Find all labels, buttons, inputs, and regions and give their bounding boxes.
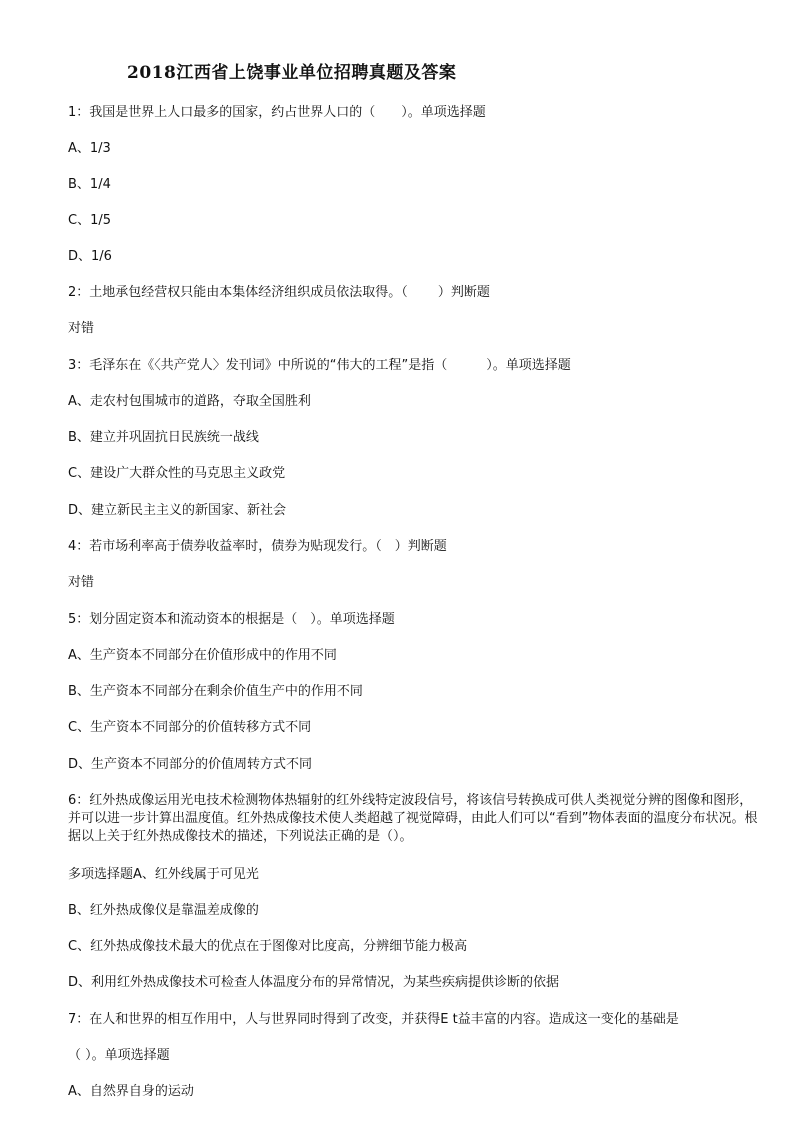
q7-stem-line2: （ ）。单项选择题	[68, 1048, 170, 1063]
q7-option-a: A、自然界自身的运动	[68, 1084, 194, 1099]
q5-option-d: D、生产资本不同部分的价值周转方式不同	[68, 757, 313, 772]
q3-option-a: A、走农村包围城市的道路，夺取全国胜利	[68, 394, 311, 409]
q1-option-b: B、1/4	[68, 177, 111, 192]
q3-stem: 3：毛泽东在《〈共产党人〉发刊词》中所说的“伟大的工程”是指（ ）。单项选择题	[68, 358, 571, 373]
q3-option-c: C、建设广大群众性的马克思主义政党	[68, 466, 286, 481]
q6-option-c: C、红外热成像技术最大的优点在于图像对比度高，分辨细节能力极高	[68, 939, 468, 954]
q6-option-a: 多项选择题A、红外线属于可见光	[68, 867, 259, 882]
page-title: 2018江西省上饶事业单位招聘真题及答案	[127, 63, 457, 83]
q6-stem: 6：红外热成像运用光电技术检测物体热辐射的红外线特定波段信号，将该信号转换成可供人类视觉分辨的图像和图形，并可以进一步计算出温度值。红外热成像技术使人类超越了视觉障碍，由此人们可以“看到”物体表面的温度分布状况。根据以上关于红外热成像技术的描述，下列说法正确的是（）。	[68, 793, 758, 844]
q1-option-c: C、1/5	[68, 213, 111, 228]
q3-option-b: B、建立并巩固抗日民族统一战线	[68, 430, 259, 445]
q3-option-d: D、建立新民主主义的新国家、新社会	[68, 503, 287, 518]
q5-option-c: C、生产资本不同部分的价值转移方式不同	[68, 720, 312, 735]
q4-answer-line: 对错	[68, 575, 95, 590]
q2-stem: 2：土地承包经营权只能由本集体经济组织成员依法取得。（ ）判断题	[68, 285, 490, 300]
q6-option-d: D、利用红外热成像技术可检查人体温度分布的异常情况，为某些疾病提供诊断的依据	[68, 975, 560, 990]
q4-stem: 4：若市场利率高于债券收益率时，债券为贴现发行。（ ）判断题	[68, 539, 447, 554]
q1-option-d: D、1/6	[68, 249, 112, 264]
q5-option-b: B、生产资本不同部分在剩余价值生产中的作用不同	[68, 684, 363, 699]
q6-option-b: B、红外热成像仪是靠温差成像的	[68, 903, 259, 918]
q7-stem-line1: 7：在人和世界的相互作用中，人与世界同时得到了改变，并获得E t益丰富的内容。造成这一变化的基础是	[68, 1012, 679, 1027]
q5-option-a: A、生产资本不同部分在价值形成中的作用不同	[68, 648, 337, 663]
q2-answer-line: 对错	[68, 321, 95, 336]
q1-stem: 1：我国是世界上人口最多的国家，约占世界人口的（ ）。单项选择题	[68, 105, 486, 120]
q1-option-a: A、1/3	[68, 141, 111, 156]
q5-stem: 5：划分固定资本和流动资本的根据是（ ）。单项选择题	[68, 612, 395, 627]
